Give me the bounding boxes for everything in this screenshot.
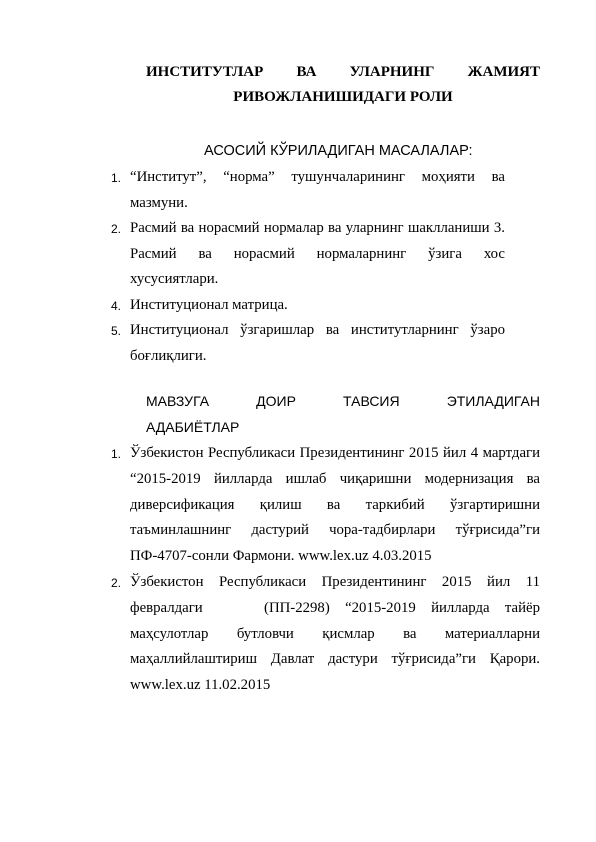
list-item-number: 1. bbox=[111, 171, 122, 185]
literature-list bbox=[0, 441, 596, 699]
list-item-text: Ўзбекистон Республикаси Президентининг 2015 йил 11 февралдаги (ПП-2298) “2015-2019 йилларда тайёр маҳсулотлар бутловчи қисмлар ва материалларни маҳаллийлаштириш Давлат дастури тўғрисида”ги Қарори. www.lex.uz 11.02.2015 bbox=[130, 573, 544, 694]
list-item-text: Институционал матрица. bbox=[130, 296, 288, 313]
list-item-number: 2. bbox=[111, 222, 122, 236]
list-item-number: 2. bbox=[111, 575, 122, 590]
list-item-number: 1. bbox=[111, 447, 122, 461]
list-item-text: “Институт”, “норма” тушунчаларининг моҳияти ва мазмуни. bbox=[130, 169, 505, 211]
literature-heading-line-2: АДАБИЁТЛАР bbox=[146, 419, 240, 435]
list-item bbox=[0, 216, 596, 293]
document-title-line-1: ИНСТИТУТЛАР ВА УЛАРНИНГ ЖАМИЯТ bbox=[146, 64, 540, 80]
list-item bbox=[0, 293, 596, 319]
list-item bbox=[0, 441, 596, 570]
list-item-text: Расмий ва норасмий нормалар ва уларнинг шаклланиши 3. Расмий ва норасмий нормаларнинг ўзига хос хусусиятлари. bbox=[130, 220, 505, 287]
document-title-line-2: РИВОЖЛАНИШИДАГИ РОЛИ bbox=[233, 89, 453, 105]
list-item-number: 5. bbox=[111, 324, 122, 338]
list-item-text: Институционал ўзгаришлар ва институтларнинг ўзаро боғлиқлиги. bbox=[130, 322, 505, 364]
issues-heading: АСОСИЙ КЎРИЛАДИГАН МАСАЛАЛАР: bbox=[204, 143, 473, 159]
issues-list bbox=[0, 165, 596, 369]
list-item bbox=[0, 570, 596, 699]
list-item bbox=[0, 318, 596, 369]
list-item bbox=[0, 165, 596, 216]
literature-heading bbox=[146, 388, 540, 440]
list-item-number: 4. bbox=[111, 298, 122, 313]
literature-heading-line-1: МАВЗУГА ДОИР ТАВСИЯ ЭТИЛАДИГАН bbox=[146, 393, 540, 409]
list-item-text: Ўзбекистон Республикаси Президентининг 2015 йил 4 мартдаги “2015-2019 йилларда ишлаб чиқаришни модернизация ва диверсификация қилиш ва таркибий ўзгартиришни таъминлашнинг дастурий чора-тадбирлари тўғрисида”ги ПФ-4707-сонли Фармони. www.lex.uz 4.03.2015 bbox=[130, 445, 596, 565]
